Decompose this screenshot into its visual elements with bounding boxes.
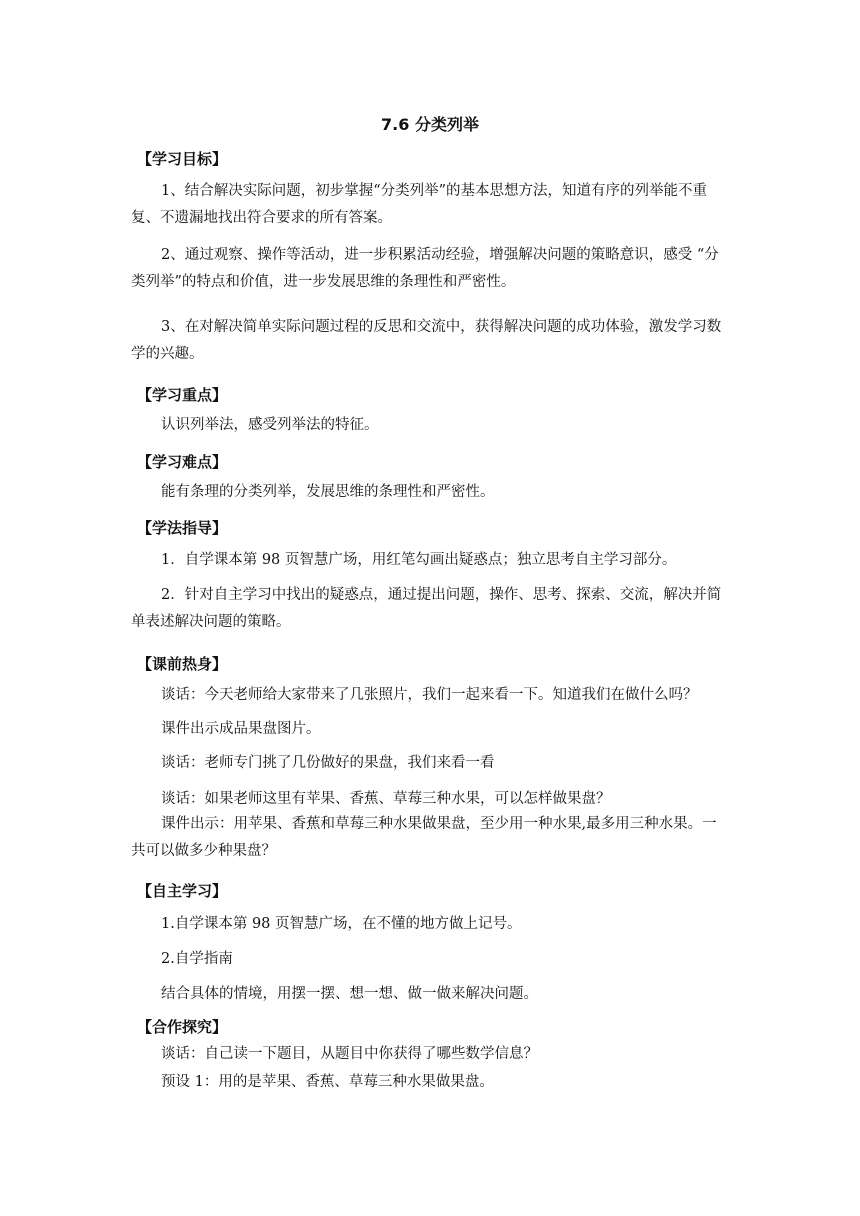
- heading-difficulties: 【学习难点】: [137, 453, 228, 471]
- warmup-item-1: 谈话：今天老师给大家带来了几张照片，我们一起来看一下。知道我们在做什么吗？: [161, 687, 698, 703]
- method-item-1: 1．自学课本第 98 页智慧广场，用红笔勾画出疑惑点；独立思考自主学习部分。: [161, 552, 677, 568]
- warmup-item-4: 谈话：如果老师这里有苹果、香蕉、草莓三种水果，可以怎样做果盘？: [161, 791, 611, 807]
- heading-goals: 【学习目标】: [137, 150, 228, 168]
- cooperation-item-1: 谈话：自己读一下题目，从题目中你获得了哪些数学信息？: [161, 1046, 538, 1062]
- self-study-item-3: 结合具体的情境，用摆一摆、想一想、做一做来解决问题。: [161, 986, 538, 1002]
- page-title: 7.6 分类列举: [381, 115, 479, 134]
- heading-key-points: 【学习重点】: [137, 386, 228, 404]
- warmup-item-2: 课件出示成品果盘图片。: [161, 721, 321, 737]
- heading-warmup: 【课前热身】: [137, 655, 228, 673]
- warmup-item-5: 课件出示：用苹果、香蕉和草莓三种水果做果盘，至少用一种水果,最多用三种水果。一共可以做多少种果盘？: [131, 816, 717, 859]
- goal-item-3: 3、在对解决简单实际问题过程的反思和交流中，获得解决问题的成功体验，激发学习数学的兴趣。: [131, 319, 722, 362]
- method-item-2: 2．针对自主学习中找出的疑惑点，通过提出问题，操作、思考、探索、交流，解决并简单表述解决问题的策略。: [131, 587, 722, 630]
- difficulty-item: 能有条理的分类列举，发展思维的条理性和严密性。: [161, 484, 495, 500]
- self-study-item-2: 2.自学指南: [161, 951, 233, 967]
- goal-item-2: 2、通过观察、操作等活动，进一步积累活动经验，增强解决问题的策略意识，感受 “分类列举”的特点和价值，进一步发展思维的条理性和严密性。: [131, 247, 719, 290]
- heading-self-study: 【自主学习】: [137, 882, 228, 900]
- heading-cooperation: 【合作探究】: [137, 1018, 228, 1036]
- warmup-item-3: 谈话：老师专门挑了几份做好的果盘，我们来看一看: [161, 755, 495, 771]
- key-point-item: 认识列举法，感受列举法的特征。: [161, 417, 379, 433]
- goal-item-1: 1、结合解决实际问题，初步掌握“分类列举”的基本思想方法，知道有序的列举能不重复、不遗漏地找出符合要求的所有答案。: [131, 183, 708, 226]
- heading-method: 【学法指导】: [137, 519, 228, 537]
- cooperation-item-2: 预设 1：用的是苹果、香蕉、草莓三种水果做果盘。: [161, 1074, 494, 1090]
- self-study-item-1: 1.自学课本第 98 页智慧广场，在不懂的地方做上记号。: [161, 916, 522, 932]
